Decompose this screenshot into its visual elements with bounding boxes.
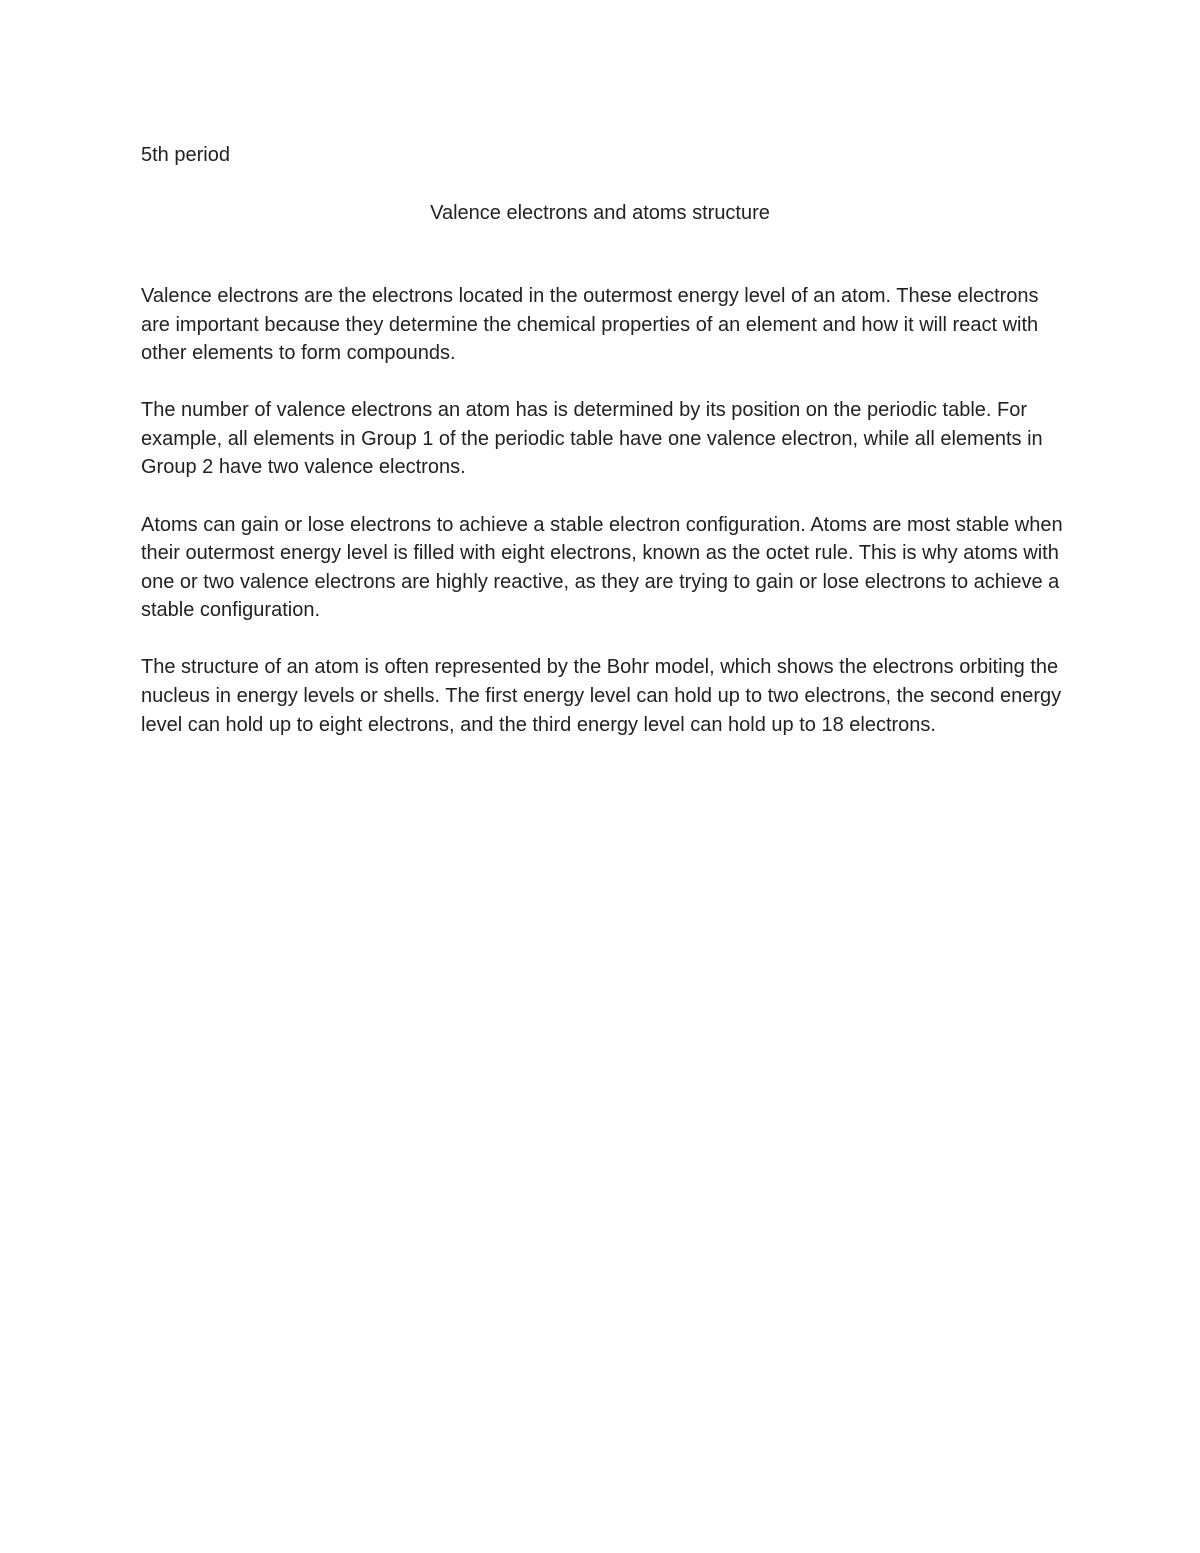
period-label: 5th period [141,144,230,166]
paragraph: Atoms can gain or lose electrons to achieve a stable electron configuration. Atoms are most stable when their outermost energy level is filled with eight electrons, known as the octet rule. This is why atoms with one or two valence electrons are highly reactive, as they are trying to gain or lose electrons to achieve a stable configuration. [141,513,1063,622]
paragraph: Valence electrons are the electrons located in the outermost energy level of an atom. These electrons are important because they determine the chemical properties of an element and how it will react with other elements to form compounds. [141,285,1039,365]
paragraph: The structure of an atom is often represented by the Bohr model, which shows the electrons orbiting the nucleus in energy levels or shells. The first energy level can hold up to two electrons, the second energy level can hold up to eight electrons, and the third energy level can hold up to 18 electrons. [141,656,1062,736]
paragraph: The number of valence electrons an atom has is determined by its position on the periodic table. For example, all elements in Group 1 of the periodic table have one valence electron, while all elements in Group 2 have two valence electrons. [141,399,1043,479]
document-title: Valence electrons and atoms structure [430,202,770,224]
document-body [141,282,1071,768]
